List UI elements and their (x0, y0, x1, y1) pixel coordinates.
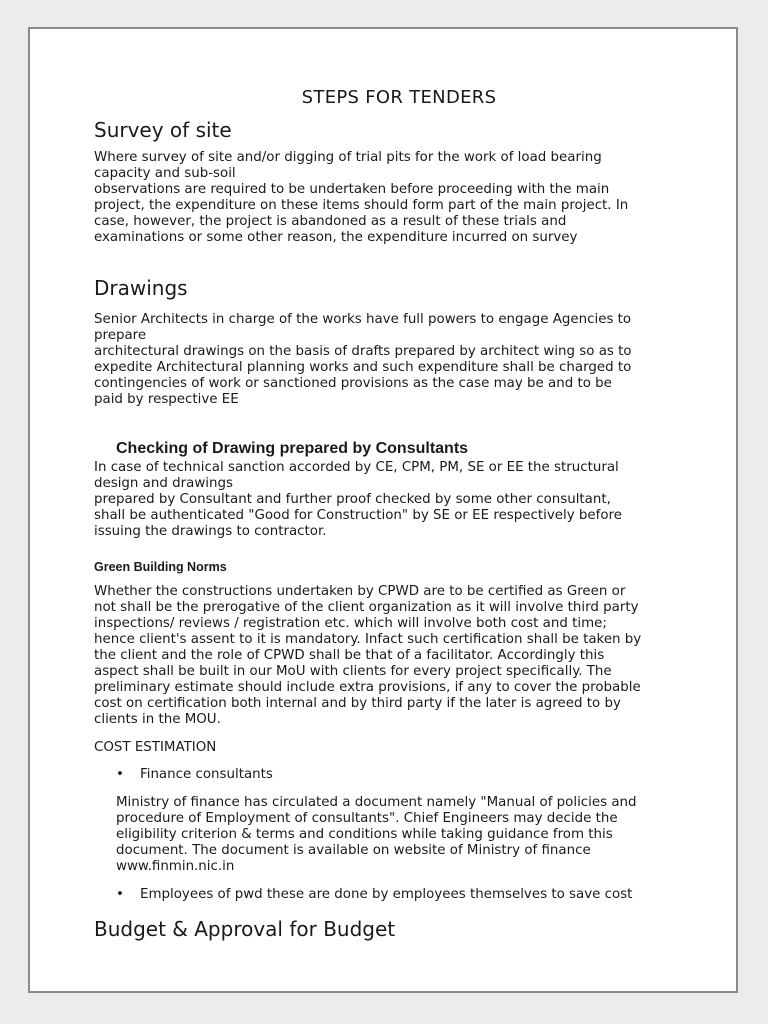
paragraph-line: procedure of Employment of consultants". Chief Engineers may decide the (116, 811, 618, 826)
paragraph-line: contingencies of work or sanctioned provisions as the case may be and to be (94, 376, 612, 391)
paragraph-line: paid by respective EE (94, 392, 239, 407)
paragraph-line: expedite Architectural planning works and such expenditure shall be charged to (94, 360, 632, 375)
bullet-item-finance-consultants (94, 767, 684, 783)
paragraph-survey (94, 150, 684, 246)
paragraph-drawings (94, 312, 684, 408)
paragraph-checking (94, 460, 684, 540)
heading-cost-estimation: COST ESTIMATION (94, 740, 217, 755)
paragraph-line: capacity and sub-soil (94, 166, 236, 181)
paragraph-line: hence client's assent to it is mandatory. Infact such certification shall be taken by (94, 632, 642, 647)
document-content (94, 87, 684, 949)
paragraph-line: case, however, the project is abandoned as a result of these trials and (94, 214, 567, 229)
paragraph-line: document. The document is available on website of Ministry of finance (116, 843, 591, 858)
paragraph-line: prepared by Consultant and further proof checked by some other consultant, (94, 492, 611, 507)
document-title: STEPS FOR TENDERS (301, 87, 497, 108)
paragraph-line: project, the expenditure on these items should form part of the main project. In (94, 198, 629, 213)
paragraph-line: Where survey of site and/or digging of trial pits for the work of load bearing (94, 150, 602, 165)
heading-checking-of-drawing: Checking of Drawing prepared by Consultants (116, 440, 469, 457)
paragraph-line: www.finmin.nic.in (116, 859, 235, 874)
paragraph-line: not shall be the prerogative of the client organization as it will involve third party (94, 600, 639, 615)
bullet-label: Employees of pwd these are done by employees themselves to save cost (140, 887, 633, 902)
bullet-item-employees (94, 887, 684, 903)
paragraph-line: shall be authenticated "Good for Construction" by SE or EE respectively before (94, 508, 623, 523)
heading-drawings: Drawings (94, 276, 188, 300)
paragraph-line: Whether the constructions undertaken by CPWD are to be certified as Green or (94, 584, 626, 599)
paragraph-line: prepare (94, 328, 147, 343)
paragraph-line: Senior Architects in charge of the works have full powers to engage Agencies to (94, 312, 632, 327)
paragraph-green (94, 584, 684, 728)
bullet-icon: • (116, 767, 124, 782)
paragraph-line: preliminary estimate should include extra provisions, if any to cover the probable (94, 680, 641, 695)
paragraph-line: eligibility criterion & terms and conditions while taking guidance from this (116, 827, 613, 842)
paragraph-finance (94, 795, 684, 875)
bullet-label: Finance consultants (140, 767, 273, 782)
paragraph-line: examinations or some other reason, the expenditure incurred on survey (94, 230, 578, 245)
heading-budget-approval: Budget & Approval for Budget (94, 917, 396, 941)
paragraph-line: observations are required to be undertaken before proceeding with the main (94, 182, 610, 197)
paragraph-line: clients in the MOU. (94, 712, 221, 727)
bullet-icon: • (116, 887, 124, 902)
paragraph-line: issuing the drawings to contractor. (94, 524, 327, 539)
paragraph-line: cost on certification both internal and by third party if the later is agreed to by (94, 696, 621, 711)
document-page (28, 27, 738, 993)
paragraph-line: aspect shall be built in our MoU with clients for every project specifically. The (94, 664, 612, 679)
paragraph-line: In case of technical sanction accorded by CE, CPM, PM, SE or EE the structural (94, 460, 619, 475)
heading-green-building-norms: Green Building Norms (94, 560, 227, 574)
paragraph-line: Ministry of finance has circulated a document namely "Manual of policies and (116, 795, 637, 810)
paragraph-line: the client and the role of CPWD shall be that of a facilitator. Accordingly this (94, 648, 605, 663)
paragraph-line: inspections/ reviews / registration etc. which will involve both cost and time; (94, 616, 607, 631)
heading-survey-of-site: Survey of site (94, 118, 232, 142)
paragraph-line: design and drawings (94, 476, 233, 491)
paragraph-line: architectural drawings on the basis of drafts prepared by architect wing so as to (94, 344, 632, 359)
